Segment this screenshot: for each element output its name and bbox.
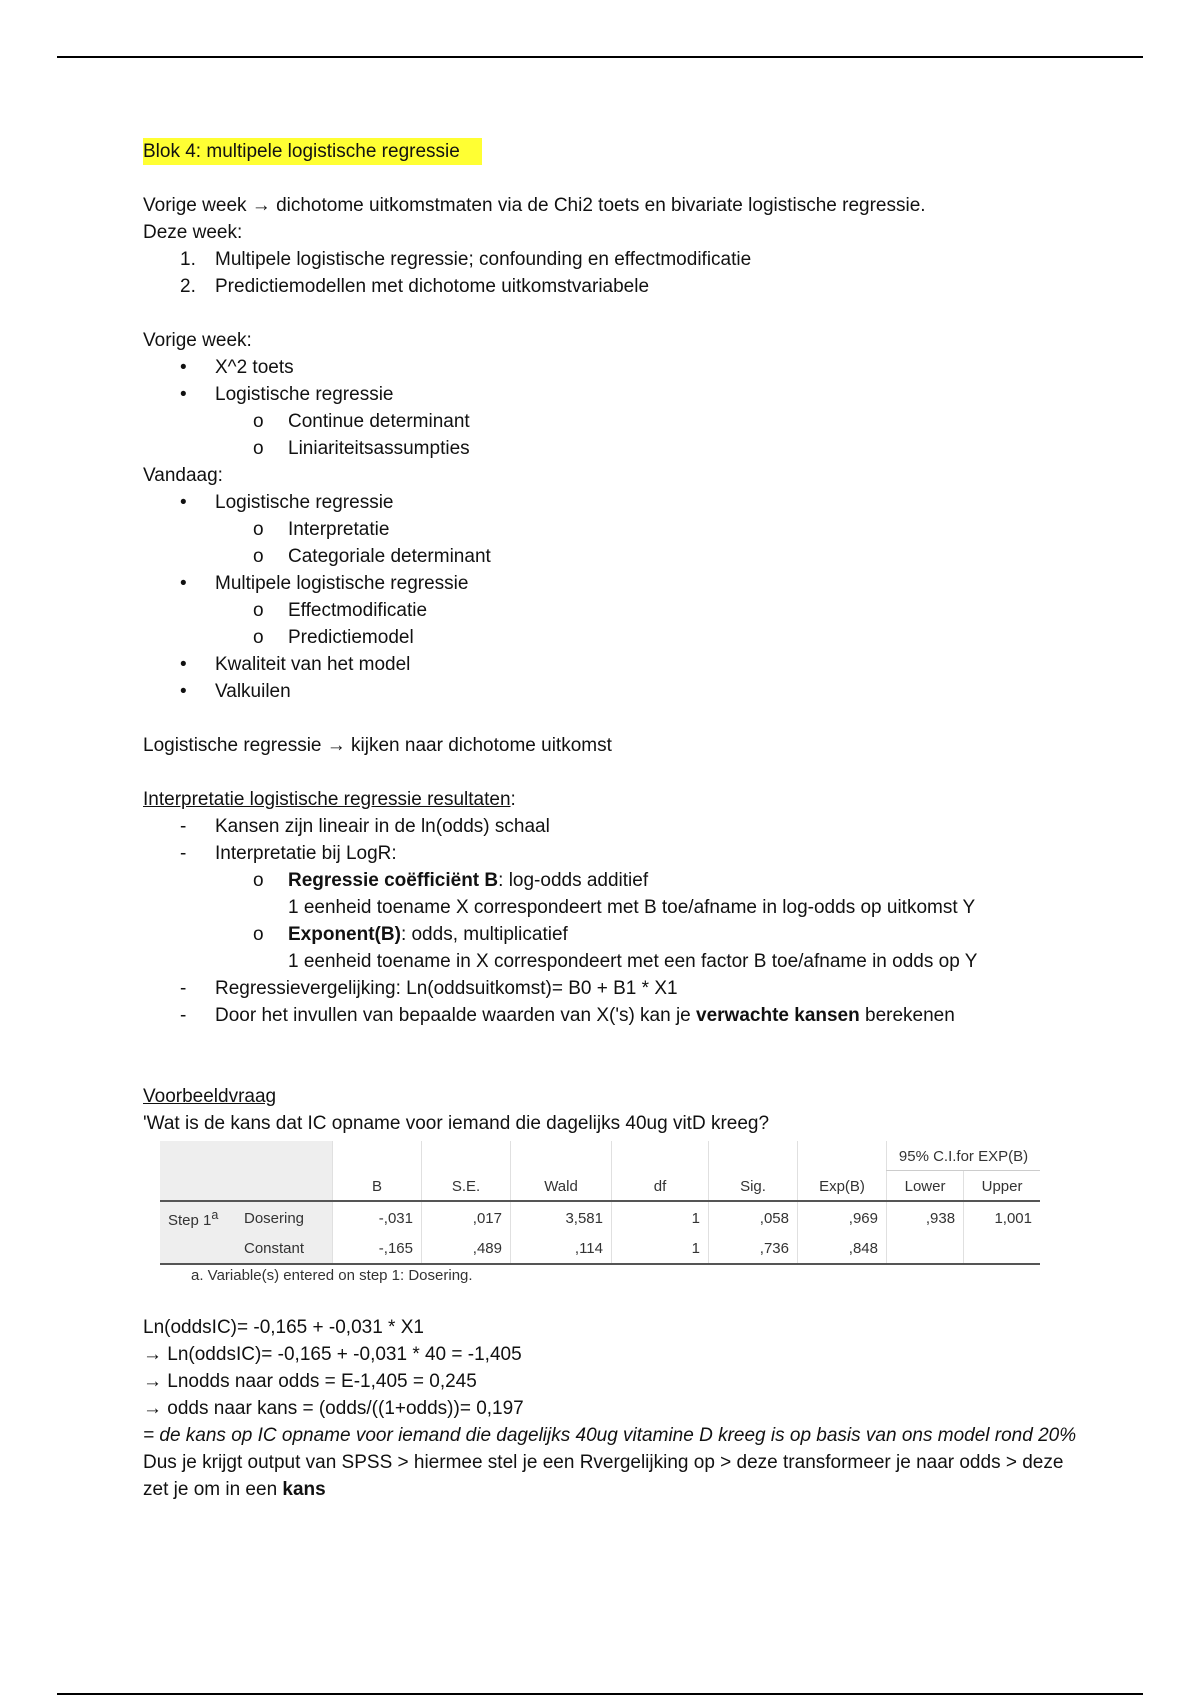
column-header: df (612, 1171, 709, 1202)
list-item: • Valkuilen (143, 678, 1083, 705)
circle-bullet-icon: o (253, 600, 264, 621)
numbered-item: 1. Multipele logistische regressie; confounding en effectmodificatie (180, 249, 752, 270)
header-rule (57, 56, 1143, 58)
today-label: Vandaag: (143, 465, 223, 486)
dash-item: - Regressievergelijking: Ln(oddsuitkomst)= B0 + B1 * X1 (143, 975, 1083, 1002)
sub-list-item: o Regressie coëfficiënt B: log-odds additief (143, 867, 1083, 894)
table-header-ci (160, 1141, 1040, 1171)
logreg-line: Logistische regressie → kijken naar dichotome uitkomst (143, 735, 612, 756)
dash-icon: - (180, 843, 187, 864)
sub-list-item: o Exponent(B): odds, multiplicatief (143, 921, 1083, 948)
table-cell: ,736 (709, 1234, 798, 1264)
row-label: Constant (236, 1234, 333, 1264)
sub-list-item: o Liniariteitsassumpties (143, 435, 1083, 462)
spss-output-table (143, 1141, 1038, 1287)
dash-item: - Interpretatie bij LogR: (143, 840, 1083, 867)
last-week-label: Vorige week: (143, 330, 252, 351)
list-item: • Multipele logistische regressie (143, 570, 1083, 597)
circle-bullet-icon: o (253, 546, 264, 567)
row-label: Dosering (236, 1201, 333, 1234)
bullet-icon: • (180, 492, 187, 513)
step-label: Step 1$^a$ (160, 1201, 236, 1234)
footer-rule (57, 1693, 1143, 1695)
column-header: Upper (964, 1171, 1040, 1202)
sub-list-continuation: 1 eenheid toename in X correspondeert met een factor B toe/afname in odds op Y (288, 951, 978, 972)
example-question: 'Wat is de kans dat IC opname voor iemand die dagelijks 40ug vitD kreeg? (143, 1113, 770, 1134)
arrow-icon: → (143, 1344, 162, 1365)
table-cell: 1 (612, 1201, 709, 1234)
column-header: Lower (887, 1171, 964, 1202)
table-cell: ,938 (887, 1201, 964, 1234)
table-cell: 3,581 (511, 1201, 612, 1234)
dash-item: - Door het invullen van bepaalde waarden van X('s) kan je verwachte kansen berekenen (143, 1002, 1083, 1029)
intro-line-1: Vorige week → dichotome uitkomstmaten via de Chi2 toets en bivariate logistische regressie. (143, 195, 926, 216)
column-header: S.E. (422, 1171, 511, 1202)
table-cell (964, 1234, 1040, 1264)
table-cell: ,848 (798, 1234, 887, 1264)
list-item: • Kwaliteit van het model (143, 651, 1083, 678)
table-cell (887, 1234, 964, 1264)
numbered-item: 2. Predictiemodellen met dichotome uitkomstvariabele (180, 276, 650, 297)
table-cell: -,031 (333, 1201, 422, 1234)
document-body (143, 138, 1083, 1503)
table-row (160, 1234, 1040, 1264)
circle-bullet-icon: o (253, 519, 264, 540)
arrow-icon: → (143, 1398, 162, 1419)
bullet-icon: • (180, 573, 187, 594)
table-cell: ,969 (798, 1201, 887, 1234)
arrow-icon: → (251, 195, 271, 216)
calc-line: → Lnodds naar odds = E-1,405 = 0,245 (143, 1371, 477, 1392)
interpretation-heading: Interpretatie logistische regressie resultaten: (143, 789, 516, 810)
list-item: • Logistische regressie (143, 381, 1083, 408)
conclusion: = de kans op IC opname voor iemand die dagelijks 40ug vitamine D kreeg is op basis van ons model rond 20% (143, 1425, 1077, 1446)
sub-list-item: o Interpretatie (143, 516, 1083, 543)
column-header: Sig. (709, 1171, 798, 1202)
sub-list-item: o Categoriale determinant (143, 543, 1083, 570)
table-cell: 1 (612, 1234, 709, 1264)
table-cell: ,114 (511, 1234, 612, 1264)
circle-bullet-icon: o (253, 870, 264, 891)
table-cell: -,165 (333, 1234, 422, 1264)
circle-bullet-icon: o (253, 411, 264, 432)
column-header: B (333, 1171, 422, 1202)
bullet-icon: • (180, 681, 187, 702)
table-cell: ,489 (422, 1234, 511, 1264)
calc-line: → Ln(oddsIC)= -0,165 + -0,031 * 40 = -1,405 (143, 1344, 522, 1365)
arrow-icon: → (326, 735, 346, 756)
bullet-icon: • (180, 654, 187, 675)
dash-icon: - (180, 978, 187, 999)
list-item: • X^2 toets (143, 354, 1083, 381)
calc-line: → odds naar kans = (odds/((1+odds))= 0,197 (143, 1398, 524, 1419)
calc-line: Ln(oddsIC)= -0,165 + -0,031 * X1 (143, 1317, 424, 1338)
circle-bullet-icon: o (253, 627, 264, 648)
circle-bullet-icon: o (253, 924, 264, 945)
circle-bullet-icon: o (253, 438, 264, 459)
bullet-icon: • (180, 384, 187, 405)
ci-header: 95% C.I.for EXP(B) (887, 1141, 1041, 1171)
list-item: • Logistische regressie (143, 489, 1083, 516)
table-row (160, 1201, 1040, 1234)
sub-list-item: o Continue determinant (143, 408, 1083, 435)
dash-icon: - (180, 1005, 187, 1026)
arrow-icon: → (143, 1371, 162, 1392)
column-header: Exp(B) (798, 1171, 887, 1202)
sub-list-item: o Effectmodificatie (143, 597, 1083, 624)
table-cell: ,017 (422, 1201, 511, 1234)
table-cell: ,058 (709, 1201, 798, 1234)
coefficients-table (160, 1141, 1040, 1265)
sub-list-continuation: 1 eenheid toename X correspondeert met B toe/afname in log-odds op uitkomst Y (288, 897, 976, 918)
summary: Dus je krijgt output van SPSS > hiermee stel je een Rvergelijking op > deze transformeer je naar odds > deze zet je om in een kans (143, 1452, 1064, 1500)
sub-list-item: o Predictiemodel (143, 624, 1083, 651)
intro-line-2: Deze week: (143, 222, 243, 243)
table-footnote: a. Variable(s) entered on step 1: Dosering. (191, 1267, 473, 1284)
page-title: Blok 4: multipele logistische regressie (143, 138, 482, 165)
table-cell: 1,001 (964, 1201, 1040, 1234)
column-header: Wald (511, 1171, 612, 1202)
table-header-row (160, 1171, 1040, 1202)
bullet-icon: • (180, 357, 187, 378)
dash-icon: - (180, 816, 187, 837)
dash-item: - Kansen zijn lineair in de ln(odds) schaal (143, 813, 1083, 840)
example-heading: Voorbeeldvraag (143, 1086, 277, 1107)
